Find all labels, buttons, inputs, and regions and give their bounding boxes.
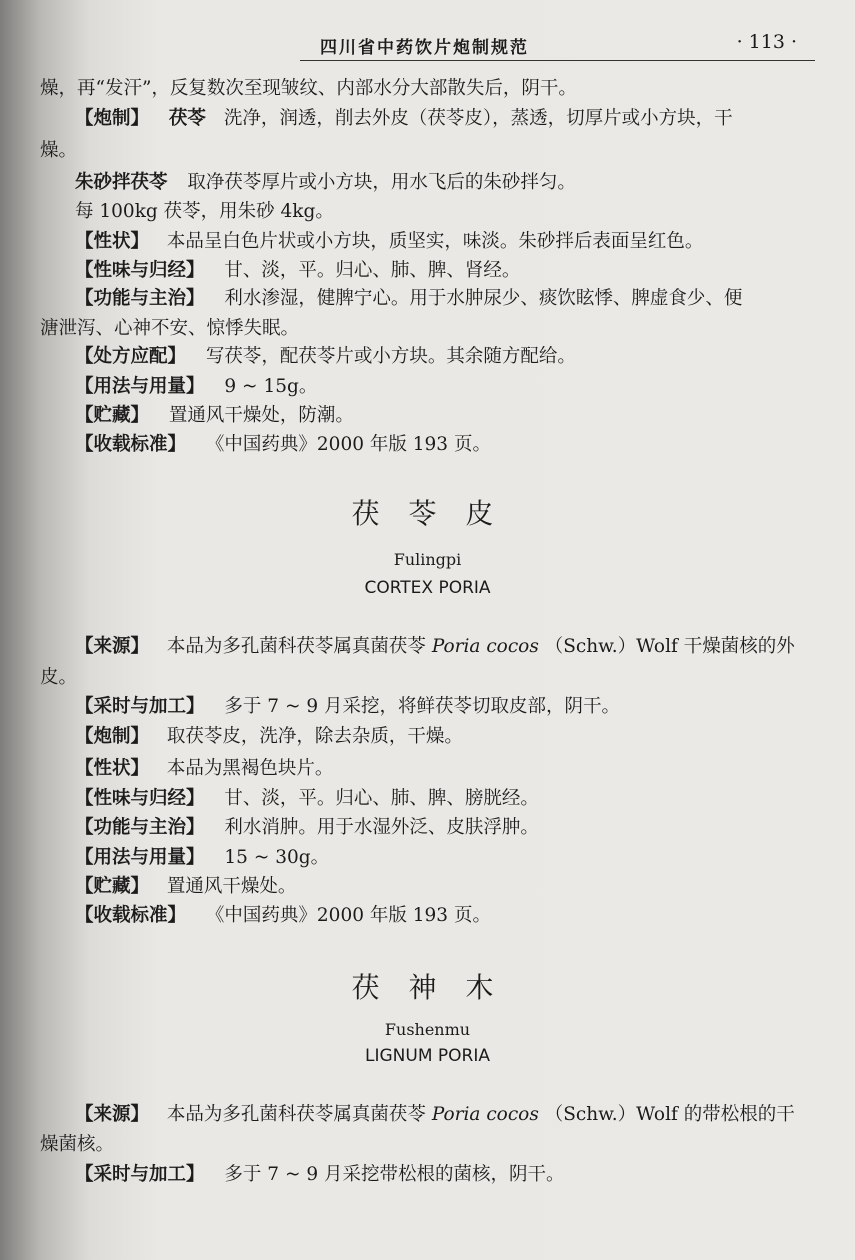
term: 茯苓 [168,108,206,129]
paragraph-line [75,229,703,255]
field-label: 【收载标准】 [75,905,187,926]
entry-pinyin: Fushenmu [384,1020,471,1039]
paragraph-line [75,403,354,429]
paragraph-line [75,344,576,370]
species-name: Poria cocos [431,1104,539,1125]
text: 《中国药典》2000 年版 193 页。 [205,905,491,926]
paragraph-line [75,286,742,312]
paragraph-line [40,1132,114,1158]
field-label: 【贮藏】 [75,876,150,897]
term: 朱砂拌茯苓 [75,172,168,193]
text: 本品为黑褐色块片。 [166,758,334,779]
paragraph-line [75,786,539,812]
text: 置通风干燥处，防潮。 [168,405,354,426]
field-label: 【炮制】 [75,726,150,747]
text: 本品呈白色片状或小方块，质坚实，味淡。朱砂拌后表面呈红色。 [166,231,704,252]
field-label: 【用法与用量】 [75,376,205,397]
paragraph-line [75,874,296,900]
text: 取茯苓皮，洗净，除去杂质，干燥。 [166,726,463,747]
text: 燥。 [40,140,78,161]
entry-pinyin: Fulingpi [393,550,462,569]
entry-latin-name: LIGNUM PORIA [365,1046,490,1066]
field-label: 【性味与归经】 [75,260,205,281]
text: 取净茯苓厚片或小方块，用水飞后的朱砂拌匀。 [187,172,576,193]
paragraph-line [40,665,77,691]
paragraph-line [75,258,520,284]
text: 多于 7 ~ 9 月采挖，将鲜茯苓切取皮部，阴干。 [224,696,620,717]
text: （Schw.）Wolf 的带松根的干 [544,1104,795,1125]
text: 写茯苓，配茯苓片或小方块。其余随方配给。 [205,346,576,367]
field-label: 【功能与主治】 [75,288,205,309]
text: 皮。 [40,667,78,688]
paragraph-line [75,756,333,782]
text: 9 ~ 15g。 [224,376,318,397]
paragraph-line [75,815,539,841]
text: 多于 7 ~ 9 月采挖带松根的菌核，阴干。 [224,1164,565,1185]
text: 每 100kg 茯苓，用朱砂 4kg。 [75,201,334,222]
field-label: 【采时与加工】 [75,1164,205,1185]
text: 燥菌核。 [40,1134,115,1155]
page-header [300,30,815,61]
entry-latin-name: CORTEX PORIA [364,578,491,598]
text: 置通风干燥处。 [166,876,297,897]
species-name: Poria cocos [431,636,539,657]
text: 甘、淡，平。归心、肺、脾、肾经。 [224,260,521,281]
text: 本品为多孔菌科茯苓属真菌茯苓 [166,1104,426,1125]
text: 利水渗湿，健脾宁心。用于水肿尿少、痰饮眩悸、脾虚食少、便 [224,288,743,309]
paragraph-line [75,170,576,196]
text: 燥，再“发汗”，反复数次至现皱纹、内部水分大部散失后，阴干。 [40,78,577,99]
field-label: 【处方应配】 [75,346,187,367]
text: 溏泄泻、心神不安、惊悸失眠。 [40,318,300,339]
field-label: 【来源】 [75,1104,150,1125]
paragraph-line [75,374,317,400]
paragraph-line [40,138,77,164]
paragraph-line [75,1162,564,1188]
running-title: 四川省中药饮片炮制规范 [320,38,529,58]
text: （Schw.）Wolf 干燥菌核的外 [544,636,795,657]
paragraph-line [40,316,299,342]
field-label: 【收载标准】 [75,434,187,455]
paragraph-line [75,199,334,225]
field-label: 【用法与用量】 [75,847,205,868]
paragraph-line [75,845,329,871]
field-label: 【性味与归经】 [75,788,205,809]
field-label: 【性状】 [75,231,150,252]
paragraph-line [75,106,733,132]
field-label: 【采时与加工】 [75,696,205,717]
field-label: 【性状】 [75,758,150,779]
paragraph-line [75,694,620,720]
paragraph-line [75,903,491,929]
text: 洗净，润透，削去外皮（茯苓皮），蒸透，切厚片或小方块，干 [223,108,733,129]
field-label: 【贮藏】 [75,405,150,426]
text: 15 ~ 30g。 [224,847,330,868]
page-number: · 113 · [736,31,797,53]
text: 甘、淡，平。归心、肺、脾、膀胱经。 [224,788,539,809]
entry-heading: 茯 神 木 [351,971,504,1004]
paragraph-line [75,724,463,750]
field-label: 【功能与主治】 [75,817,205,838]
text: 本品为多孔菌科茯苓属真菌茯苓 [166,636,426,657]
field-label: 【来源】 [75,636,150,657]
field-label: 【炮制】 [75,108,150,129]
entry-heading: 茯 苓 皮 [351,497,504,530]
paragraph-line [40,76,577,102]
paragraph-line [75,1102,795,1128]
paragraph-line [75,634,795,660]
text: 《中国药典》2000 年版 193 页。 [205,434,491,455]
paragraph-line [75,432,491,458]
text: 利水消肿。用于水湿外泛、皮肤浮肿。 [224,817,539,838]
